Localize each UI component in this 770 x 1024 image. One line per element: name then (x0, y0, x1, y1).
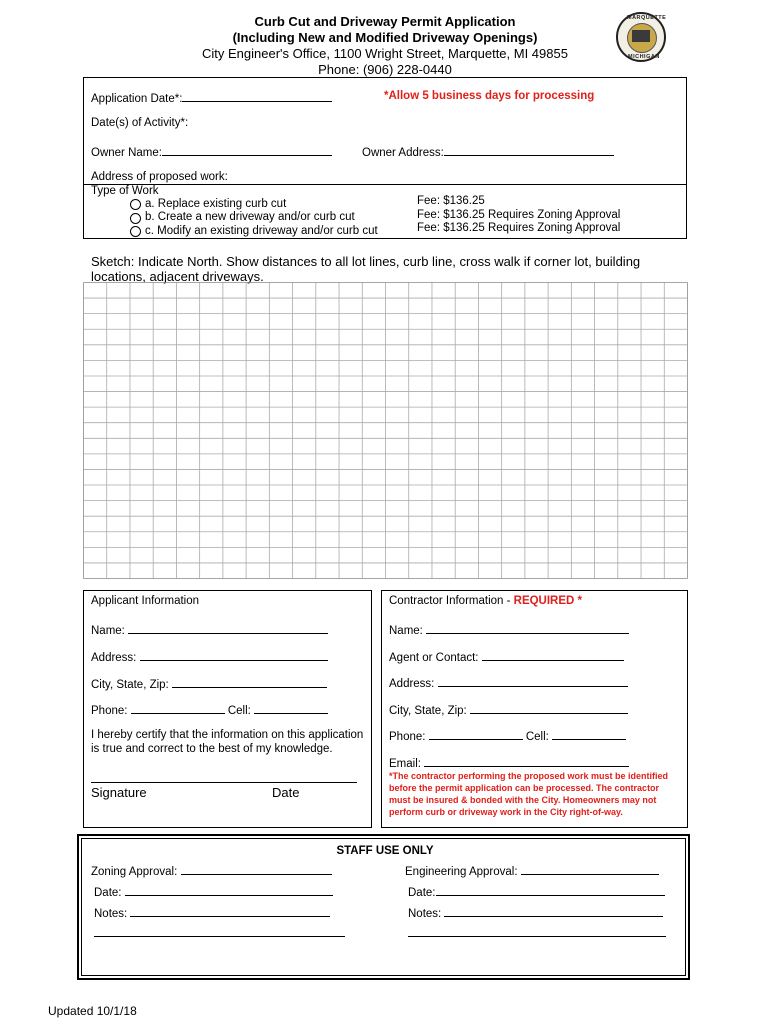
contractor-address-field[interactable] (389, 675, 628, 690)
updated-date: Updated 10/1/18 (48, 1004, 137, 1018)
option-c-label: c. Modify an existing driveway and/or curb cut (145, 225, 378, 237)
contractor-phone-field[interactable] (389, 728, 626, 743)
applicant-csz-field[interactable] (91, 676, 327, 691)
contractor-heading (389, 595, 582, 607)
form-subtitle: (Including New and Modified Driveway Openings) (232, 30, 538, 45)
contractor-note: *The contractor performing the proposed work must be identified before the permit application can be processed. The contractor must be insured & bonded with the City. Homeowners may not perform curb or driveway work in the City right-of-way. (389, 771, 669, 817)
option-c-fee: Fee: $136.25 Requires Zoning Approval (417, 222, 621, 234)
application-date-field[interactable] (91, 90, 332, 105)
option-b-radio[interactable] (130, 213, 141, 224)
option-a-radio[interactable] (130, 199, 141, 210)
contractor-name-label: Name: (389, 625, 423, 637)
engineering-notes-label: Notes: (408, 908, 442, 920)
activity-dates-label: Date(s) of Activity*: (91, 117, 189, 129)
activity-dates-field[interactable] (91, 117, 188, 129)
engineering-date-label: Date: (408, 887, 436, 899)
contractor-name-field[interactable] (389, 622, 629, 637)
signature-label: Signature (91, 785, 147, 800)
contractor-agent-label: Agent or Contact: (389, 652, 479, 664)
contractor-csz-label: City, State, Zip: (389, 705, 467, 717)
applicant-address-label: Address: (91, 652, 137, 664)
contractor-heading-label: Contractor Information - (389, 595, 514, 607)
type-of-work-label: Type of Work (91, 185, 159, 197)
seal-bottom-text: MICHIGAN (628, 54, 660, 60)
signature-line[interactable] (91, 782, 357, 783)
work-address-label: Address of proposed work: (91, 171, 228, 183)
option-b-label: b. Create a new driveway and/or curb cut (145, 211, 355, 223)
engineering-notes-line[interactable] (408, 936, 666, 937)
sketch-instructions: Sketch: Indicate North. Show distances to all lot lines, curb line, cross walk if corner lot, building locations, adjacent driveways. (91, 254, 641, 284)
zoning-date-label: Date: (94, 887, 122, 899)
staff-heading: STAFF USE ONLY (336, 845, 434, 857)
applicant-name-field[interactable] (91, 622, 328, 637)
applicant-cell-label: Cell: (227, 705, 251, 717)
zoning-notes-line[interactable] (94, 936, 345, 937)
applicant-heading: Applicant Information (91, 595, 200, 607)
option-b-fee: Fee: $136.25 Requires Zoning Approval (417, 209, 621, 221)
city-seal-icon (616, 12, 666, 62)
owner-address-label: Owner Address: (362, 147, 444, 159)
applicant-phone-label: Phone: (91, 705, 128, 717)
signature-date-label: Date (272, 785, 300, 800)
zoning-notes-field[interactable] (94, 905, 330, 920)
option-a-fee: Fee: $136.25 (417, 195, 485, 207)
engineering-approval-label: Engineering Approval: (405, 866, 518, 878)
contractor-phone-label: Phone: (389, 731, 426, 743)
seal-top-text: MARQUETTE (627, 15, 667, 21)
zoning-date-field[interactable] (94, 884, 333, 899)
contractor-cell-label: Cell: (525, 731, 549, 743)
certification-text: I hereby certify that the information on this application is true and correct to the best of my knowledge. (91, 729, 364, 755)
applicant-csz-label: City, State, Zip: (91, 679, 169, 691)
engineering-notes-field[interactable] (408, 905, 663, 920)
contractor-csz-field[interactable] (389, 702, 628, 717)
owner-name-label: Owner Name: (91, 147, 162, 159)
section-divider (83, 184, 687, 185)
engineering-date-field[interactable] (408, 884, 665, 899)
owner-address-field[interactable] (362, 144, 614, 159)
office-address: City Engineer's Office, 1100 Wright Street, Marquette, MI 49855 (202, 46, 568, 61)
office-phone: Phone: (906) 228-0440 (318, 62, 452, 77)
sketch-grid[interactable] (83, 282, 688, 579)
contractor-required-label: REQUIRED * (513, 595, 583, 607)
contractor-email-field[interactable] (389, 755, 629, 770)
contractor-email-label: Email: (389, 758, 421, 770)
owner-name-field[interactable] (91, 144, 332, 159)
option-c-radio[interactable] (130, 226, 141, 237)
applicant-name-label: Name: (91, 625, 125, 637)
processing-note: *Allow 5 business days for processing (384, 90, 595, 102)
form-title: Curb Cut and Driveway Permit Application (254, 14, 516, 29)
contractor-address-label: Address: (389, 678, 435, 690)
applicant-phone-field[interactable] (91, 702, 328, 717)
option-a-label: a. Replace existing curb cut (145, 198, 287, 210)
zoning-notes-label: Notes: (94, 908, 128, 920)
zoning-approval-label: Zoning Approval: (91, 866, 178, 878)
contractor-agent-field[interactable] (389, 649, 624, 664)
zoning-approval-field[interactable] (91, 863, 332, 878)
applicant-address-field[interactable] (91, 649, 328, 664)
application-date-label: Application Date*: (91, 93, 183, 105)
engineering-approval-field[interactable] (405, 863, 659, 878)
